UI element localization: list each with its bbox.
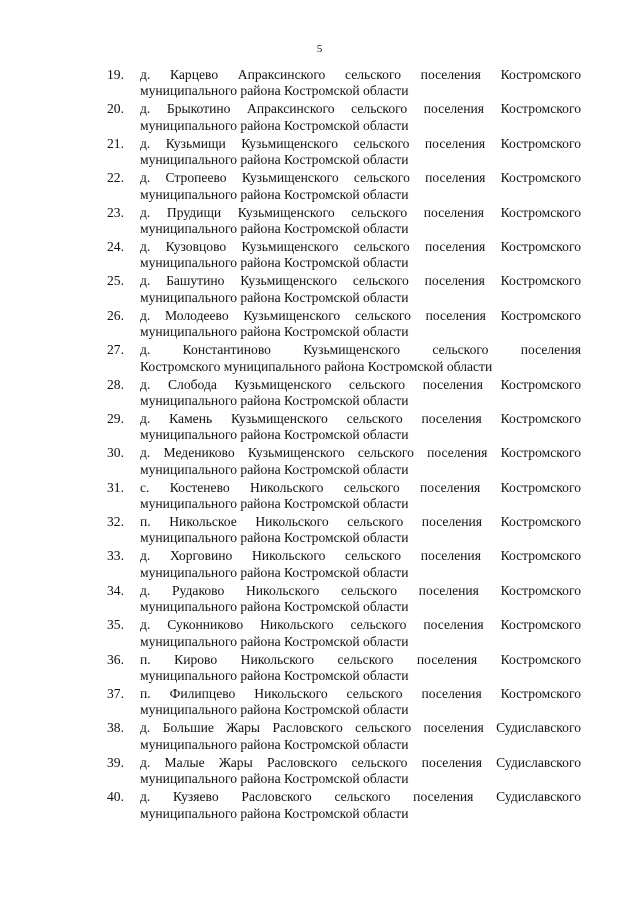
list-item	[107, 170, 581, 204]
list-item-text	[140, 411, 581, 445]
settlement-list	[107, 67, 581, 824]
list-item-text-line-2: муниципального района Костромской области	[140, 633, 409, 649]
list-item-text-line-2: муниципального района Костромской области	[140, 805, 409, 821]
list-item-text	[140, 101, 581, 135]
list-item-number: 20.	[107, 101, 124, 117]
list-item-text-line-1: д. Камень Кузьмищенского сельского поселения Костромского	[140, 410, 581, 426]
list-item-text	[140, 205, 581, 239]
list-item-text-line-2: муниципального района Костромской области	[140, 564, 409, 580]
list-item-number: 40.	[107, 789, 124, 805]
list-item-text	[140, 617, 581, 651]
list-item	[107, 342, 581, 376]
list-item-text-line-1: д. Стропеево Кузьмищенского сельского поселения Костромского	[140, 170, 581, 186]
list-item-text	[140, 377, 581, 411]
list-item	[107, 652, 581, 686]
list-item	[107, 273, 581, 307]
list-item-text-line-2: муниципального района Костромской области	[140, 702, 409, 718]
list-item-text-line-2: муниципального района Костромской области	[140, 461, 409, 477]
list-item-text	[140, 686, 581, 720]
list-item-number: 34.	[107, 582, 124, 598]
list-item-text-line-1: д. Малые Жары Расловского сельского поселения Судиславского	[140, 754, 581, 770]
list-item-number: 24.	[107, 238, 124, 254]
list-item	[107, 136, 581, 170]
list-item-text-line-2: муниципального района Костромской области	[140, 496, 409, 512]
list-item	[107, 239, 581, 273]
list-item-text-line-2: муниципального района Костромской области	[140, 324, 409, 340]
list-item-text-line-2: муниципального района Костромской области	[140, 186, 409, 202]
list-item-text-line-1: д. Медениково Кузьмищенского сельского поселения Костромского	[140, 445, 581, 461]
list-item	[107, 617, 581, 651]
list-item-text-line-1: д. Константиново Кузьмищенского сельского поселения	[140, 342, 581, 358]
list-item	[107, 686, 581, 720]
list-item-text	[140, 170, 581, 204]
list-item-text	[140, 652, 581, 686]
list-item-number: 19.	[107, 67, 124, 82]
list-item-number: 33.	[107, 548, 124, 564]
list-item-text	[140, 789, 581, 823]
list-item-text	[140, 136, 581, 170]
list-item-text-line-2: муниципального района Костромской области	[140, 117, 409, 133]
list-item-text-line-2: муниципального района Костромской области	[140, 530, 409, 546]
list-item-text-line-1: д. Хорговино Никольского сельского поселения Костромского	[140, 548, 581, 564]
list-item-number: 36.	[107, 651, 124, 667]
list-item-text	[140, 720, 581, 754]
list-item-text-line-2: муниципального района Костромской области	[140, 83, 409, 99]
list-item-text-line-2: муниципального района Костромской области	[140, 427, 409, 443]
list-item-number: 38.	[107, 720, 124, 736]
list-item-number: 30.	[107, 445, 124, 461]
list-item-text-line-1: д. Кузовцово Кузьмищенского сельского поселения Костромского	[140, 238, 581, 254]
list-item-text-line-1: д. Прудищи Кузьмищенского сельского поселения Костромского	[140, 204, 581, 220]
list-item-text	[140, 239, 581, 273]
list-item-text-line-1: д. Кузяево Расловского сельского поселения Судиславского	[140, 789, 581, 805]
list-item-text	[140, 583, 581, 617]
list-item-text	[140, 67, 581, 101]
list-item	[107, 583, 581, 617]
list-item	[107, 377, 581, 411]
list-item	[107, 445, 581, 479]
list-item-number: 31.	[107, 479, 124, 495]
list-item-text	[140, 342, 581, 376]
list-item	[107, 548, 581, 582]
list-item-number: 22.	[107, 170, 124, 186]
list-item-text	[140, 308, 581, 342]
list-item-number: 29.	[107, 410, 124, 426]
list-item-text-line-1: д. Карцево Апраксинского сельского поселения Костромского	[140, 67, 581, 82]
list-item-text	[140, 548, 581, 582]
list-item	[107, 308, 581, 342]
list-item-text-line-1: д. Слобода Кузьмищенского сельского поселения Костромского	[140, 376, 581, 392]
list-item-text-line-2: муниципального района Костромской области	[140, 736, 409, 752]
list-item-text-line-1: д. Рудаково Никольского сельского поселения Костромского	[140, 582, 581, 598]
list-item-text	[140, 273, 581, 307]
list-item-text-line-1: п. Никольское Никольского сельского поселения Костромского	[140, 514, 581, 530]
list-item-text	[140, 755, 581, 789]
list-item-text-line-1: п. Кирово Никольского сельского поселения Костромского	[140, 651, 581, 667]
list-item-text-line-2: муниципального района Костромской области	[140, 599, 409, 615]
page-number: 5	[316, 43, 323, 55]
list-item-text-line-1: с. Костенево Никольского сельского поселения Костромского	[140, 479, 581, 495]
list-item-text-line-1: д. Суконниково Никольского сельского поселения Костромского	[140, 617, 581, 633]
list-item-text-line-2: муниципального района Костромской области	[140, 771, 409, 787]
list-item-number: 35.	[107, 617, 124, 633]
list-item-number: 37.	[107, 686, 124, 702]
list-item-text-line-2: Костромского муниципального района Костромской области	[140, 358, 493, 374]
list-item-text-line-1: д. Молодеево Кузьмищенского сельского поселения Костромского	[140, 307, 581, 323]
list-item	[107, 101, 581, 135]
list-item-number: 23.	[107, 204, 124, 220]
list-item-text	[140, 480, 581, 514]
list-item-text-line-2: муниципального района Костромской области	[140, 392, 409, 408]
list-item-text-line-1: д. Кузьмищи Кузьмищенского сельского поселения Костромского	[140, 135, 581, 151]
list-item	[107, 789, 581, 823]
list-item	[107, 480, 581, 514]
list-item-text-line-2: муниципального района Костромской области	[140, 255, 409, 271]
list-item-text-line-1: п. Филипцево Никольского сельского поселения Костромского	[140, 686, 581, 702]
list-item-text	[140, 514, 581, 548]
list-item-number: 27.	[107, 342, 124, 358]
list-item-number: 21.	[107, 135, 124, 151]
list-item	[107, 720, 581, 754]
list-item-text-line-1: д. Башутино Кузьмищенского сельского поселения Костромского	[140, 273, 581, 289]
list-item-text-line-1: д. Большие Жары Расловского сельского поселения Судиславского	[140, 720, 581, 736]
list-item	[107, 205, 581, 239]
list-item	[107, 514, 581, 548]
list-item-number: 39.	[107, 754, 124, 770]
list-item-number: 32.	[107, 514, 124, 530]
list-item	[107, 411, 581, 445]
list-item-text-line-2: муниципального района Костромской области	[140, 152, 409, 168]
list-item	[107, 755, 581, 789]
list-item-text-line-2: муниципального района Костромской области	[140, 289, 409, 305]
list-item-text	[140, 445, 581, 479]
list-item-number: 28.	[107, 376, 124, 392]
list-item	[107, 67, 581, 101]
list-item-number: 26.	[107, 307, 124, 323]
list-item-text-line-2: муниципального района Костромской области	[140, 220, 409, 236]
list-item-number: 25.	[107, 273, 124, 289]
list-item-text-line-1: д. Брыкотино Апраксинского сельского поселения Костромского	[140, 101, 581, 117]
list-item-text-line-2: муниципального района Костромской области	[140, 668, 409, 684]
